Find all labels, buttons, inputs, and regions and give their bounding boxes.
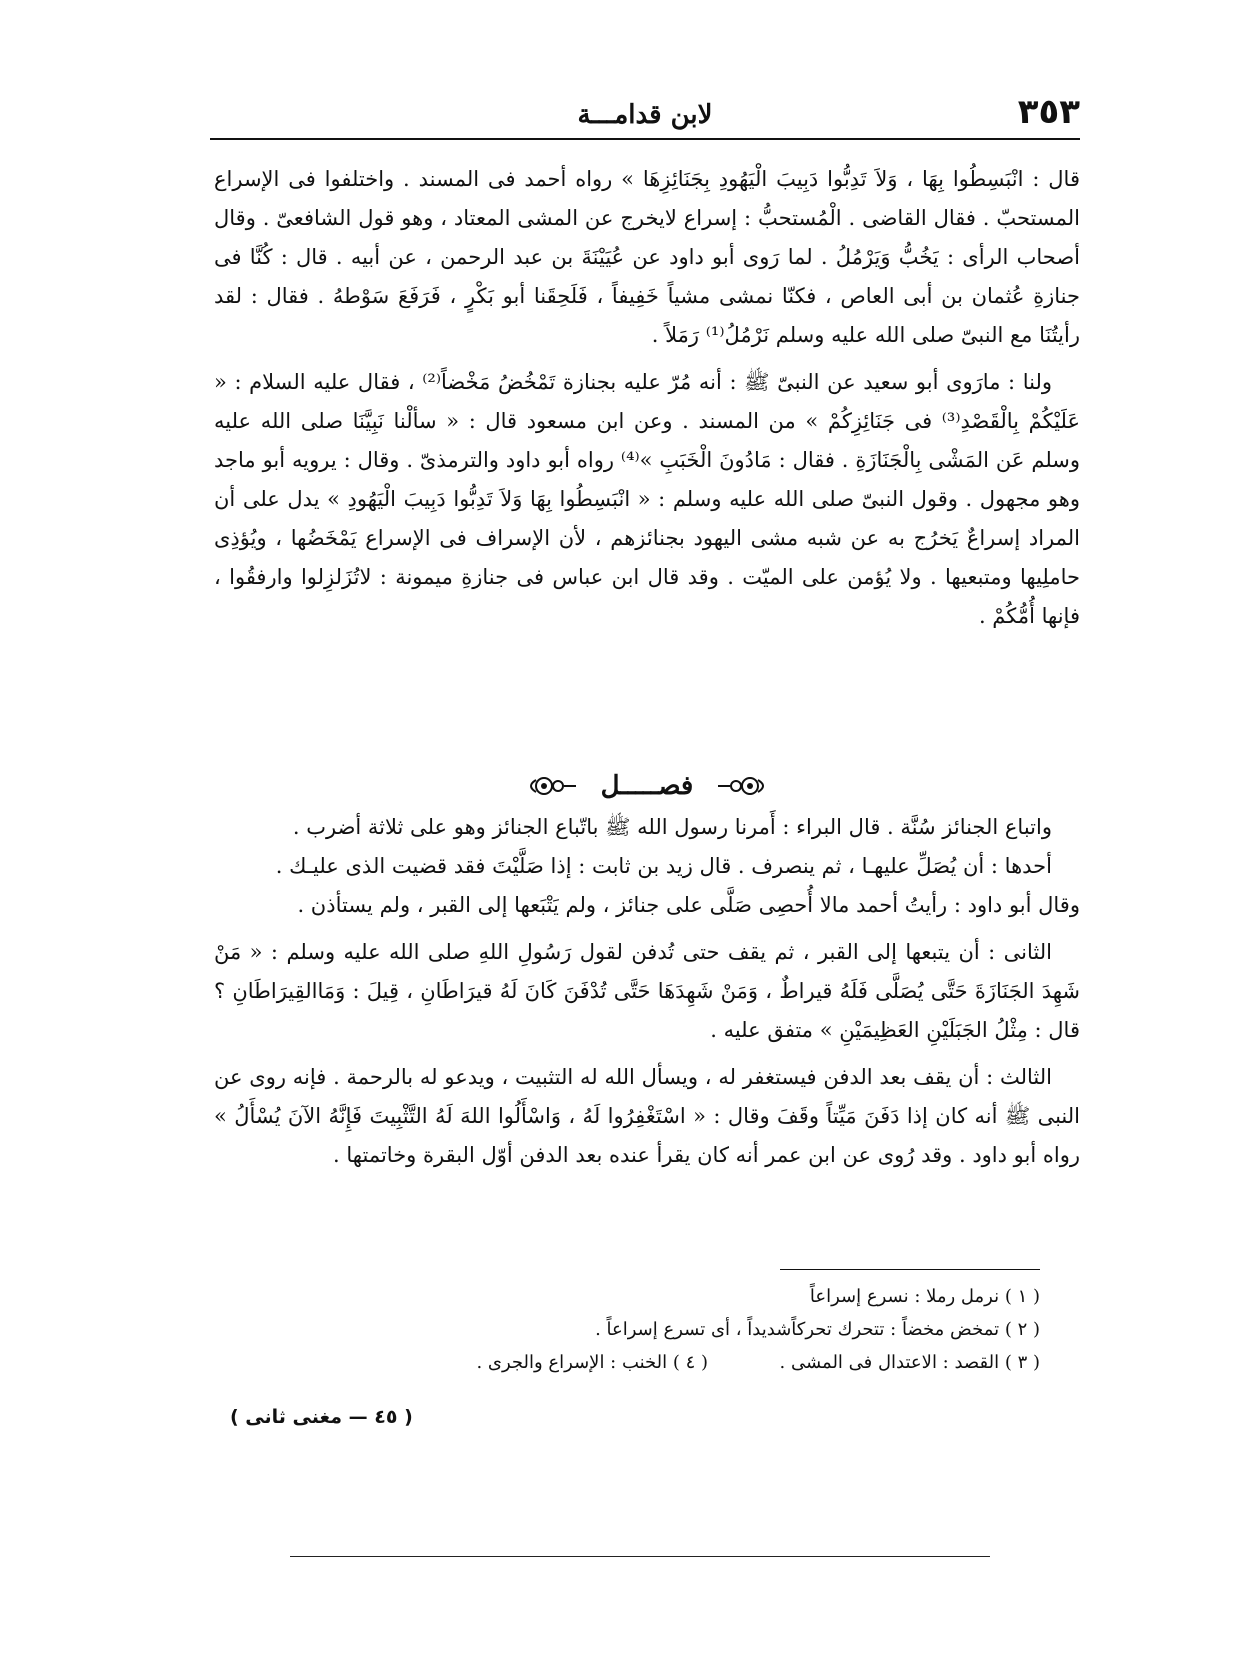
bottom-rule [290,1556,990,1557]
footnotes [214,1280,1040,1379]
signature-mark: ( ٤٥ — مغنى ثانى ) [230,1406,413,1428]
main-text-block-2 [214,808,1080,1175]
paragraph: ولنا : مارَوى أبو سعيد عن النبىّ ﷺ : أنه مُرّ عليه بجنازة تَمْخُضُ مَخْضاً⁽²⁾ ، فقال عليه السلام : « عَلَيْكُمْ بِالْقَصْدِ⁽³⁾ فى جَنَائِزِكُمْ » من المسند . وعن ابن مسعود قال : « سألْنا نَبِيَّنَا صلى الله عليه وسلم عَن المَشْى بِالْجَنَازَةِ . فقال : مَادُونَ الْخَبَبِ »⁽⁴⁾ رواه أبو داود والترمذىّ . وقال : يرويه أبو ماجد وهو مجهول . وقول النبىّ صلى الله عليه وسلم : « انْبَسِطُوا بِهَا وَلاَ تَدِبُّوا دَبِيبَ الْيَهُودِ » يدل على أن المراد إسراعٌ يَخرُج به عن شبه مشى اليهود بجنائزهم ، لأن الإسراف فى الإسراع يَمْخَضُها ، ويُؤذِى حاملِيها ومتبعيها . ولا يُؤمن على الميّت . وقد قال ابن عباس فى جنازةِ ميمونة : لاتُزَلزِلوا وارفقُوا ، فإنها أُمُّكُمْ . [214,370,1081,628]
paragraph: وقال أبو داود : رأيتُ أحمد مالا أُحصِى صَلَّى على جنائز ، ولم يَتْبَعها إلى القبر ، ولم يستأذن . [297,893,1080,917]
paragraph: قال : انْبَسِطُوا بِهَا ، وَلاَ تَدِبُّوا دَبِيبَ الْيَهُودِ بِجَنَائِزِهَا » رواه أحمد فى المسند . واختلفوا فى الإسراع المستحبّ . فقال القاضى . الْمُستحبُّ : إسراع لايخرج عن المشى المعتاد ، وهو قول الشافعىّ . وقال أصحاب الرأى : يَخُبُّ وَيَرْمُلُ . لما رَوى أبو داود عن عُيَيْنَةَ بن عبد الرحمن ، عن أبيه . قال : كُنَّا فى جنازةِ عُثمان بن أبى العاص ، فكنّا نمشى مشياً خَفِيفاً ، فَلَحِقَنا أبو بَكْرٍ ، فَرَفَعَ سَوْطهُ . فقال : لقد رأيتُنَا مع النبىّ صلى الله عليه وسلم نَرْمُلُ⁽¹⁾ رَمَلاً . [214,167,1080,347]
header-title: لابن قدامـــة [577,100,713,130]
header-rule [210,138,1080,140]
footnote-rule [780,1269,1040,1270]
ornament-icon [524,774,578,798]
paragraph: واتباع الجنائز سُنَّة . قال البراء : أَمرنا رسول الله ﷺ باتّباع الجنائز وهو على ثلاثة أضرب . [292,815,1052,839]
main-text-block-1 [214,160,1080,636]
footnote: ( ١ ) نرمل رملا : نسرع إسراعاً [809,1286,1040,1307]
footnote-row [214,1346,1040,1379]
ornament-icon [716,774,770,798]
section-title: فصـــــل [600,771,694,801]
paragraph: أحدها : أن يُصَلِّ عليهـا ، ثم ينصرف . قال زيد بن ثابت : إذا صَلَّيْتَ فقد قضيت الذى عليـك . [275,854,1052,878]
footnote: ( ٢ ) تمخض مخضاً : تتحرك تحركاًشديداً ، أى تسرع إسراعاً . [595,1319,1040,1340]
footnote: ( ٤ ) الخنب : الإسراع والجرى . [476,1352,709,1373]
paragraph: الثانى : أن يتبعها إلى القبر ، ثم يقف حتى تُدفن لقول رَسُولِ اللهِ صلى الله عليه وسلم : « مَنْ شَهِدَ الجَنَازَةَ حَتَّى يُصَلَّى فَلَهُ قيراطٌ ، وَمَنْ شَهِدَهَا حَتَّى تُدْفَنَ كَانَ لَهُ قيرَاطَانِ ، قِيلَ : وَمَاالقِيرَاطَانِ ؟ قال : مِثْلُ الجَبَلَيْنِ العَظِيمَيْنِ » متفق عليه . [214,940,1080,1042]
section-heading [214,770,1080,810]
running-head [210,90,1080,140]
page-number: ٣٥٣ [1017,92,1080,132]
paragraph: الثالث : أن يقف بعد الدفن فيستغفر له ، ويسأل الله له التثبيت ، ويدعو له بالرحمة . فإنه روى عن النبى ﷺ أنه كان إذا دَفَنَ مَيِّتاً وقَفَ وقال : « اسْتَغْفِرُوا لَهُ ، وَاسْأَلُوا اللهَ لَهُ التَّثْبِيتَ فَإِنَّهُ الآنَ يُسْأَلُ » رواه أبو داود . وقد رُوى عن ابن عمر أنه كان يقرأ عنده بعد الدفن أوّل البقرة وخاتمتها . [214,1065,1080,1167]
footnote: ( ٣ ) القصد : الاعتدال فى المشى . [779,1352,1040,1373]
